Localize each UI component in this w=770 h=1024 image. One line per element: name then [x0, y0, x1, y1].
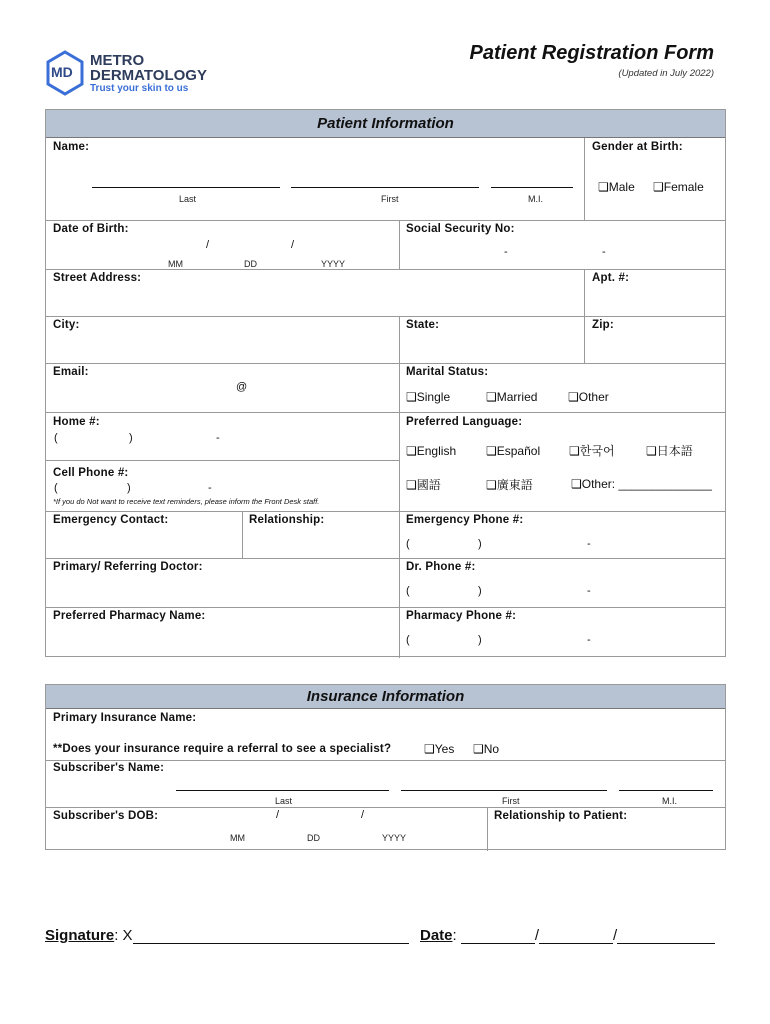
emergency-dash: - — [587, 538, 591, 550]
home-phone-label: Home #: — [53, 416, 100, 428]
date-colon: : — [452, 927, 457, 944]
logo-line2: DERMATOLOGY — [90, 67, 207, 84]
home-dash: - — [216, 432, 220, 444]
subscriber-first-field[interactable] — [401, 779, 607, 791]
sub-dob-slash-2: / — [361, 809, 365, 821]
city-label: City: — [53, 319, 80, 331]
referral-question: **Does your insurance require a referral to see a specialist? — [53, 743, 392, 755]
state-label: State: — [406, 319, 440, 331]
dob-slash-1: / — [206, 239, 210, 251]
pharmacy-dash: - — [587, 634, 591, 646]
zip-label: Zip: — [592, 319, 614, 331]
cell-open-paren: ( — [54, 482, 58, 494]
logo-badge: MD — [51, 64, 73, 80]
street-label: Street Address: — [53, 272, 142, 284]
insurance-information-header: Insurance Information — [46, 685, 725, 709]
apt-label: Apt. #: — [592, 272, 630, 284]
married-checkbox[interactable]: ❑Married — [486, 390, 538, 404]
last-name-field[interactable] — [92, 176, 280, 188]
lang-japanese-checkbox[interactable]: ❑日本語 — [646, 444, 693, 458]
mi-caption: M.I. — [528, 194, 543, 204]
logo-tagline: Trust your skin to us — [90, 83, 189, 94]
sub-dob-yyyy: YYYY — [382, 833, 407, 843]
subscriber-first-caption: First — [502, 796, 520, 806]
marital-label: Marital Status: — [406, 366, 489, 378]
ssn-label: Social Security No: — [406, 223, 515, 235]
emergency-contact-label: Emergency Contact: — [53, 514, 169, 526]
lang-english-checkbox[interactable]: ❑English — [406, 444, 457, 458]
lang-korean-checkbox[interactable]: ❑한국어 — [569, 444, 615, 458]
form-updated: (Updated in July 2022) — [618, 68, 714, 79]
email-label: Email: — [53, 366, 89, 378]
date-label: Date — [420, 927, 453, 944]
dr-dash: - — [587, 585, 591, 597]
dr-close-paren: ) — [478, 585, 482, 597]
pharmacy-label: Preferred Pharmacy Name: — [53, 610, 206, 622]
date-day-field[interactable] — [539, 928, 613, 944]
doctor-label: Primary/ Referring Doctor: — [53, 561, 203, 573]
sub-dob-dd: DD — [307, 833, 320, 843]
sub-dob-slash-1: / — [276, 809, 280, 821]
subscriber-last-caption: Last — [275, 796, 293, 806]
signature-prefix: : X — [114, 927, 133, 944]
date-year-field[interactable] — [617, 928, 715, 944]
home-open-paren: ( — [54, 432, 58, 444]
insurance-information-section — [45, 684, 726, 850]
name-label: Name: — [53, 141, 90, 153]
subscriber-mi-field[interactable] — [619, 779, 713, 791]
ssn-dash-1: - — [504, 246, 508, 258]
signature-line — [45, 927, 409, 944]
lang-other-checkbox[interactable]: ❑Other: ______________ — [571, 477, 712, 491]
emergency-phone-label: Emergency Phone #: — [406, 514, 524, 526]
lang-mandarin-checkbox[interactable]: ❑國語 — [406, 478, 441, 492]
lang-espanol-checkbox[interactable]: ❑Español — [486, 444, 541, 458]
emergency-close-paren: ) — [478, 538, 482, 550]
lang-cantonese-checkbox[interactable]: ❑廣東語 — [486, 478, 533, 492]
single-checkbox[interactable]: ❑Single — [406, 390, 451, 404]
last-caption: Last — [179, 194, 197, 204]
primary-insurance-label: Primary Insurance Name: — [53, 712, 197, 724]
pharmacy-close-paren: ) — [478, 634, 482, 646]
email-at: @ — [236, 381, 248, 393]
date-month-field[interactable] — [461, 928, 535, 944]
dob-label: Date of Birth: — [53, 223, 129, 235]
cell-close-paren: ) — [127, 482, 131, 494]
logo — [45, 50, 225, 96]
other-checkbox[interactable]: ❑Other — [568, 390, 609, 404]
emergency-open-paren: ( — [406, 538, 410, 550]
ssn-dash-2: - — [602, 246, 606, 258]
middle-initial-field[interactable] — [491, 176, 573, 188]
referral-no-checkbox[interactable]: ❑No — [473, 742, 500, 756]
date-slash-2: / — [613, 927, 618, 944]
referral-yes-checkbox[interactable]: ❑Yes — [424, 742, 455, 756]
language-label: Preferred Language: — [406, 416, 523, 428]
patient-information-header: Patient Information — [46, 110, 725, 138]
cell-note: *If you do Not want to receive text reminders, please inform the Front Desk staff. — [53, 497, 320, 506]
signature-label: Signature — [45, 927, 115, 944]
sub-dob-mm: MM — [230, 833, 245, 843]
subscriber-last-field[interactable] — [176, 779, 389, 791]
subscriber-dob-label: Subscriber's DOB: — [53, 810, 159, 822]
cell-dash: - — [208, 482, 212, 494]
subscriber-mi-caption: M.I. — [662, 796, 677, 806]
home-close-paren: ) — [129, 432, 133, 444]
gender-label: Gender at Birth: — [592, 141, 683, 153]
signature-field[interactable] — [133, 928, 409, 944]
dr-open-paren: ( — [406, 585, 410, 597]
cell-phone-label: Cell Phone #: — [53, 467, 129, 479]
relationship-to-patient-label: Relationship to Patient: — [494, 810, 628, 822]
dob-mm: MM — [168, 259, 183, 269]
dob-slash-2: / — [291, 239, 295, 251]
dob-dd: DD — [244, 259, 257, 269]
date-line — [420, 927, 715, 944]
dr-phone-label: Dr. Phone #: — [406, 561, 476, 573]
form-title: Patient Registration Form — [469, 42, 714, 64]
male-checkbox[interactable]: ❑Male — [598, 180, 635, 194]
first-caption: First — [381, 194, 399, 204]
subscriber-name-label: Subscriber's Name: — [53, 762, 165, 774]
logo-line1: METRO — [90, 52, 145, 69]
first-name-field[interactable] — [291, 176, 479, 188]
pharmacy-phone-label: Pharmacy Phone #: — [406, 610, 517, 622]
pharmacy-open-paren: ( — [406, 634, 410, 646]
dob-yyyy: YYYY — [321, 259, 346, 269]
patient-information-section — [45, 109, 726, 657]
female-checkbox[interactable]: ❑Female — [653, 180, 704, 194]
date-slash-1: / — [534, 927, 540, 944]
relationship-label: Relationship: — [249, 514, 325, 526]
